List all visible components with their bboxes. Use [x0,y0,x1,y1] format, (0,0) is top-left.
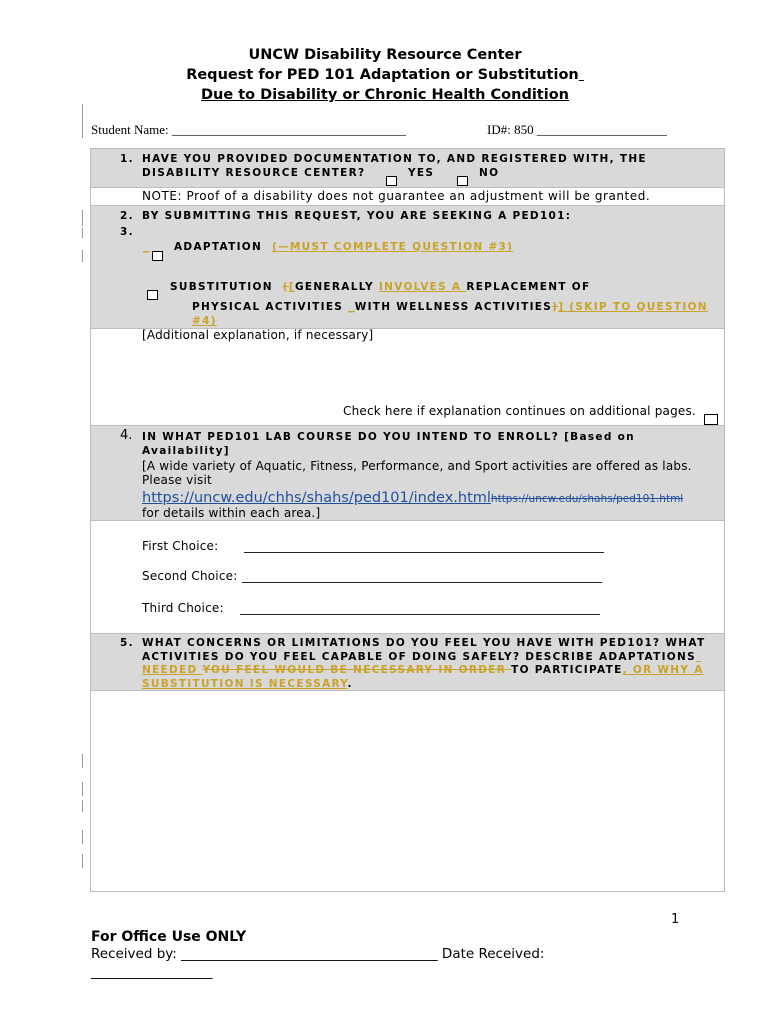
substitution-label-2: PHYSICAL ACTIVITIES _WITH WELLNESS ACTIVITIES)] (SKIP TO QUESTION [192,301,708,313]
yes-label: YES [408,167,435,179]
adaptation-marker: _ [143,241,150,253]
question-5-text: WHAT CONCERNS OR LIMITATIONS DO YOU FEEL YOU HAVE WITH PED101? WHAT [142,637,706,649]
change-bar [82,830,83,844]
question-2-number: 2. [120,210,134,222]
student-id-field[interactable]: ID#: 850 ____________________ [487,122,667,137]
change-bar [82,210,83,226]
question-1-text: HAVE YOU PROVIDED DOCUMENTATION TO, AND REGISTERED WITH, THE [142,153,647,165]
student-name-field[interactable]: Student Name: ____________________________________ [91,122,406,137]
additional-explanation-label: [Additional explanation, if necessary] [142,328,374,342]
change-bar [82,754,83,768]
change-bar [82,854,83,868]
change-bar [82,782,83,796]
change-bar [82,250,83,262]
header-line-3: Due to Disability or Chronic Health Condition [201,87,569,103]
yes-checkbox[interactable] [386,176,397,186]
question-5-answer-area[interactable] [90,690,725,892]
question-5-text-4: SUBSTITUTION IS NECESSARY. [142,678,353,690]
question-4-text: IN WHAT PED101 LAB COURSE DO YOU INTEND TO ENROLL? [Based on [142,431,635,443]
question-5-text-2: ACTIVITIES DO YOU FEEL CAPABLE OF DOING SAFELY? DESCRIBE ADAPTATIONS [142,651,696,663]
adaptation-label: ADAPTATION (—MUST COMPLETE QUESTION #3) [174,241,514,253]
third-choice-label: Third Choice: [142,601,224,615]
continues-checkbox[interactable] [704,414,718,425]
second-choice-field[interactable]: ____________________________________________________________ [242,569,602,583]
question-1-note: NOTE: Proof of a disability does not guarantee an adjustment will be granted. [142,189,651,203]
first-choice-label: First Choice: [142,539,219,553]
question-1-number: 1. [120,153,134,165]
office-use-heading: For Office Use ONLY [91,929,247,945]
header-line-1: UNCW Disability Resource Center [248,47,522,63]
ped101-link[interactable]: https://uncw.edu/chhs/shahs/ped101/index.html [142,490,491,506]
question-4-text-2: Availability] [142,445,230,457]
question-5-number: 5. [120,637,134,649]
ped101-link-row [142,487,683,506]
question-4-desc-2: Please visit [142,473,212,487]
substitution-label-3: #4) [192,315,217,327]
question-2-text: BY SUBMITTING THIS REQUEST, YOU ARE SEEKING A PED101: [142,210,572,222]
no-label: NO [479,167,500,179]
no-checkbox[interactable] [457,176,468,186]
question-4-desc: [A wide variety of Aquatic, Fitness, Performance, and Sport activities are offered as labs. [142,459,692,473]
adaptation-checkbox[interactable] [152,251,163,261]
page-number: 1 [671,912,680,927]
second-choice-label: Second Choice: [142,569,238,583]
continues-label: Check here if explanation continues on additional pages. [343,404,696,418]
first-choice-field[interactable]: ____________________________________________________________ [244,539,604,553]
question-3-number: 3. [120,226,134,238]
header-line-2: Request for PED 101 Adaptation or Substitution [186,67,579,83]
question-1-text-2: DISABILITY RESOURCE CENTER? [142,167,366,179]
change-bar [82,104,83,138]
received-by-field[interactable]: Received by: ______________________________________ Date Received: [91,946,545,962]
question-5-text-3: NEEDED YOU FEEL WOULD BE NECESSARY IN ORDER TO PARTICIPATE, OR WHY A [142,664,704,676]
change-bar [82,228,83,238]
change-bar [82,800,83,812]
third-choice-field[interactable]: ____________________________________________________________ [240,601,600,615]
date-received-field[interactable]: __________________ [91,964,213,980]
ped101-old-link: https://uncw.edu/shahs/ped101.html [490,493,684,505]
question-4-number: 4. [120,428,133,443]
substitution-checkbox[interactable] [147,290,158,300]
question-4-desc-3: for details within each area.] [142,506,321,520]
substitution-label: SUBSTITUTION ([GENERALLY INVOLVES A REPLACEMENT OF [170,281,591,293]
